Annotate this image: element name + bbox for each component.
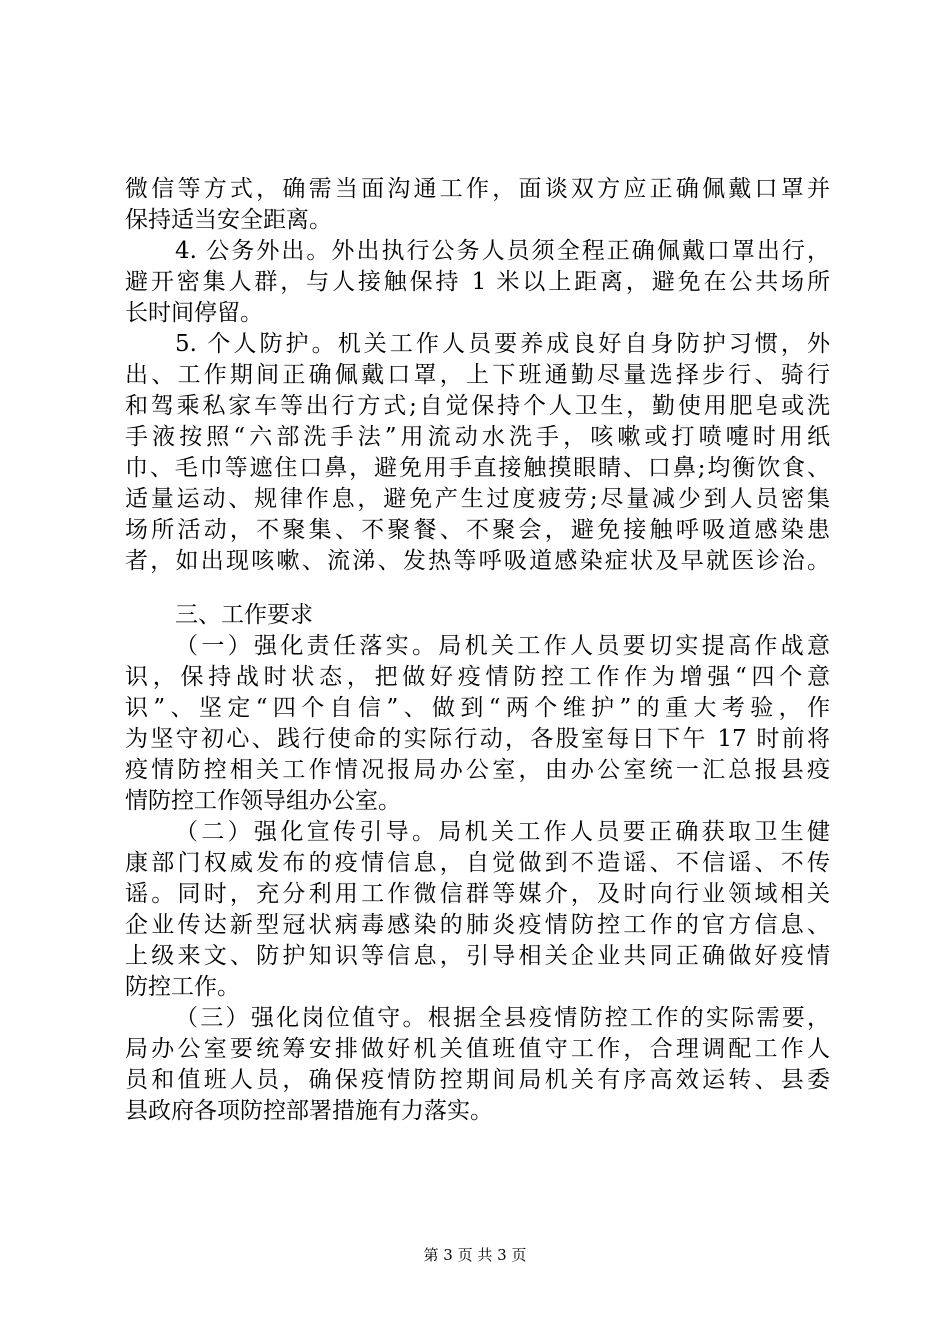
body-line: 避开密集人群，与人接触保持 1 米以上距离，避免在公共场所 xyxy=(125,269,830,295)
body-line: 4. 公务外出。外出执行公务人员须全程正确佩戴口罩出行， xyxy=(175,238,830,264)
body-line: 出、工作期间正确佩戴口罩，上下班通勤尽量选择步行、骑行 xyxy=(125,362,830,388)
section-heading: 三、工作要求 xyxy=(175,602,313,628)
body-line: 保持适当安全距离。 xyxy=(125,207,332,233)
body-line: 识”、坚定“四个自信”、做到“两个维护”的重大考验，作 xyxy=(125,695,830,721)
body-line: 谣。同时，充分利用工作微信群等媒介，及时向行业领域相关 xyxy=(125,881,830,907)
body-line: 和驾乘私家车等出行方式;自觉保持个人卫生，勤使用肥皂或洗 xyxy=(125,393,830,419)
body-line: 疫情防控相关工作情况报局办公室，由办公室统一汇总报县疫 xyxy=(125,757,830,783)
body-line: 者，如出现咳嗽、流涕、发热等呼吸道感染症状及早就医诊治。 xyxy=(125,548,830,574)
body-line: （一）强化责任落实。局机关工作人员要切实提高作战意 xyxy=(175,633,830,659)
body-line: 识，保持战时状态，把做好疫情防控工作作为增强“四个意 xyxy=(125,664,830,690)
body-line: 员和值班人员，确保疫情防控期间局机关有序高效运转、县委 xyxy=(125,1067,830,1093)
body-line: 巾、毛巾等遮住口鼻，避免用手直接触摸眼睛、口鼻;均衡饮食、 xyxy=(125,455,830,481)
body-line: 县政府各项防控部署措施有力落实。 xyxy=(125,1098,493,1124)
body-line: 手液按照“六部洗手法”用流动水洗手，咳嗽或打喷嚏时用纸 xyxy=(125,424,830,450)
body-line: 场所活动，不聚集、不聚餐、不聚会，避免接触呼吸道感染患 xyxy=(125,517,830,543)
body-line: （三）强化岗位值守。根据全县疫情防控工作的实际需要， xyxy=(175,1005,830,1031)
body-line: 局办公室要统筹安排做好机关值班值守工作，合理调配工作人 xyxy=(125,1036,830,1062)
body-line: 情防控工作领导组办公室。 xyxy=(125,788,401,814)
body-line: 微信等方式，确需当面沟通工作，面谈双方应正确佩戴口罩并 xyxy=(125,176,830,202)
body-line: （二）强化宣传引导。局机关工作人员要正确获取卫生健 xyxy=(175,819,830,845)
page-number: 第 3 页 共 3 页 xyxy=(423,1246,527,1264)
body-line: 防控工作。 xyxy=(125,974,240,1000)
body-line: 适量运动、规律作息，避免产生过度疲劳;尽量减少到人员密集 xyxy=(125,486,830,512)
body-line: 企业传达新型冠状病毒感染的肺炎疫情防控工作的官方信息、 xyxy=(125,912,830,938)
body-line: 上级来文、防护知识等信息，引导相关企业共同正确做好疫情 xyxy=(125,943,830,969)
body-line: 5. 个人防护。机关工作人员要养成良好自身防护习惯，外 xyxy=(175,331,830,357)
body-line: 长时间停留。 xyxy=(125,300,263,326)
body-line: 为坚守初心、践行使命的实际行动，各股室每日下午 17 时前将 xyxy=(125,726,830,752)
body-line: 康部门权威发布的疫情信息，自觉做到不造谣、不信谣、不传 xyxy=(125,850,830,876)
